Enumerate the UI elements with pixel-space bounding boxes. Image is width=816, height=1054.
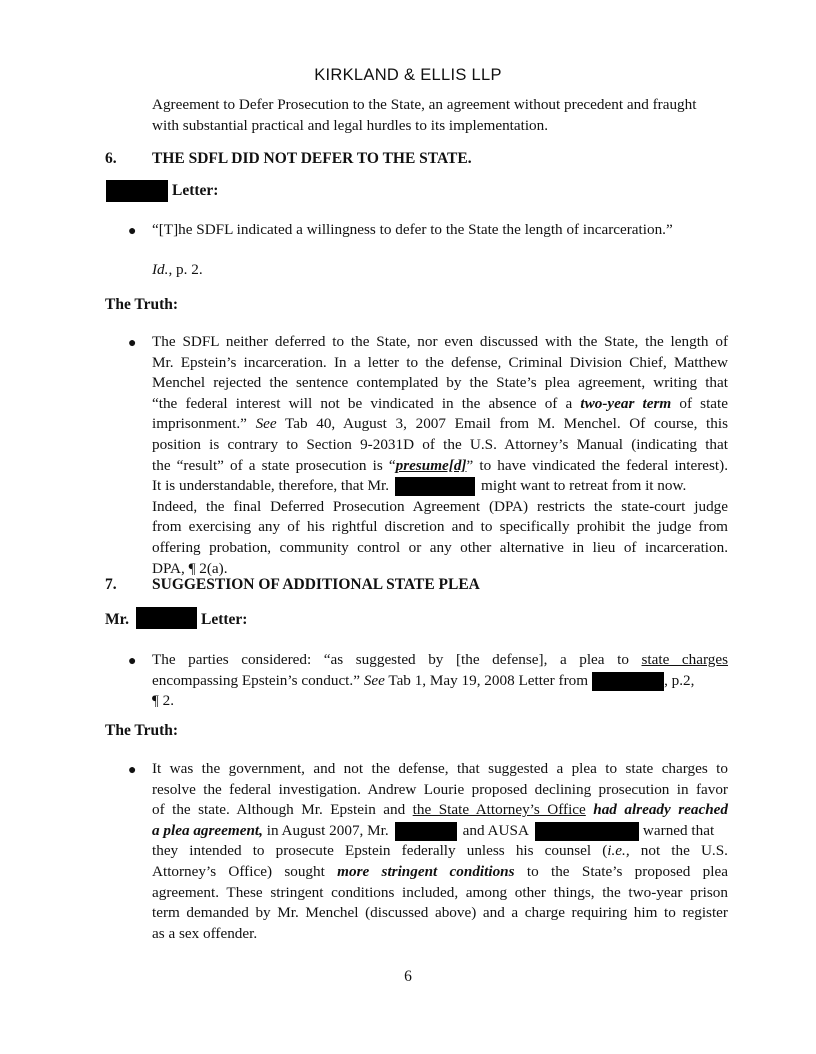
text-run: imprisonment.” (152, 415, 256, 433)
letter-label: Letter: (172, 182, 219, 199)
text-run: the “result” of a state prosecution is “ (152, 456, 396, 474)
section-6-number: 6. (105, 150, 117, 167)
citation-id: Id. (152, 261, 169, 278)
s6-truth-paragraph (152, 332, 728, 579)
paragraph-line: term demanded by Mr. Menchel (discussed above) and a charge requiring him to register (152, 904, 728, 922)
text-run: It is understandable, therefore, that Mr. (152, 477, 390, 495)
underlined-text: the State Attorney’s Office (412, 801, 586, 819)
letter-label: Letter: (201, 611, 248, 628)
s6-citation (152, 260, 203, 281)
paragraph-line (152, 800, 728, 821)
truth-label-6: The Truth: (105, 296, 179, 313)
paragraph-line (152, 394, 728, 415)
text-run: to the State’s proposed plea (514, 862, 728, 880)
paragraph-line: Mr. Epstein’s incarceration. In a letter to the defense, Criminal Division Chief, Matthew (152, 353, 728, 371)
s6-quote: “[T]he SDFL indicated a willingness to defer to the State the length of incarceration.” (152, 221, 673, 238)
text-run: and AUSA (462, 821, 529, 839)
paragraph-line (152, 456, 728, 477)
paragraph-line: position is contrary to Section 9-2031D of the U.S. Attorney’s Manual (indicating that (152, 435, 728, 453)
paragraph-line (152, 476, 728, 497)
text-run: of the state. Although Mr. Epstein and (152, 801, 413, 819)
redaction-block (592, 672, 664, 691)
intro-line: Agreement to Defer Prosecution to the State, an agreement without precedent and fraught (152, 96, 697, 113)
s7-quote-paragraph (152, 650, 728, 712)
paragraph-line: from exercising any of his rightful discretion and to specifically prohibit the judge from (152, 518, 728, 536)
mr-label: Mr. (105, 611, 129, 628)
paragraph-line: Indeed, the final Deferred Prosecution Agreement (DPA) restricts the state-court judge (152, 497, 728, 515)
bullet-icon: ● (128, 763, 137, 778)
intro-line: with substantial practical and legal hurdles to its implementation. (152, 116, 549, 134)
text-run: not the U.S. (629, 842, 728, 860)
paragraph-line: as a sex offender. (152, 924, 258, 942)
firm-letterhead: KIRKLAND & ELLIS LLP (314, 66, 502, 84)
paragraph-line: It was the government, and not the defense, that suggested a plea to state charges to (152, 760, 728, 777)
paragraph-line (152, 821, 728, 842)
emphasis-text: had already reached (585, 801, 729, 819)
text-run: , p.2, (664, 671, 695, 689)
emphasis-text: a plea agreement, (152, 821, 263, 839)
redaction-block (136, 607, 197, 629)
paragraph-line (152, 650, 728, 671)
s7-truth-paragraph (152, 759, 728, 944)
paragraph-line: resolve the federal investigation. Andrew Lourie proposed declining prosecution in favor (152, 780, 728, 798)
underlined-text: state charges (641, 651, 729, 668)
section-7-number: 7. (105, 576, 117, 593)
italic-text: i.e., (607, 842, 630, 860)
bullet-icon: ● (128, 224, 137, 239)
text-run: in August 2007, Mr. (262, 821, 389, 839)
paragraph-line: offering probation, community control or any other alternative in lieu of incarceration. (152, 538, 728, 556)
text-run: might want to retreat from it now. (481, 477, 687, 495)
citation-signal: See (255, 415, 277, 433)
paragraph-line: The SDFL neither deferred to the State, nor even discussed with the State, the length of (152, 333, 728, 350)
emphasis-text: two-year term (580, 394, 672, 412)
text-run: warned that (642, 821, 715, 839)
text-run: Tab 40, August 3, 2007 Email from M. Menchel. Of course, this (276, 415, 728, 433)
paragraph-line: Menchel rejected the sentence contemplated by the State’s plea agreement, writing that (152, 374, 728, 392)
truth-label-7: The Truth: (105, 722, 179, 739)
page-number: 6 (404, 968, 412, 985)
citation-page: , p. 2. (168, 261, 203, 278)
text-run: The parties considered: “as suggested by [the defense], a plea to (152, 651, 642, 668)
redaction-block (106, 180, 168, 202)
paragraph-line (152, 862, 728, 883)
redaction-block (535, 822, 639, 841)
emphasis-text: presume[d] (395, 456, 467, 474)
paragraph-line: DPA, ¶ 2(a). (152, 559, 228, 577)
text-run: “the federal interest will not be vindicated in the absence of a (152, 394, 581, 412)
paragraph-line (152, 671, 728, 692)
text-run: Tab 1, May 19, 2008 Letter from (384, 671, 589, 689)
text-run: they intended to prosecute Epstein federally unless his counsel ( (152, 842, 608, 860)
paragraph-line: ¶ 2. (152, 692, 175, 710)
redaction-block (395, 822, 457, 841)
section-7-title: SUGGESTION OF ADDITIONAL STATE PLEA (152, 576, 480, 593)
text-run: Attorney’s Office) sought (152, 862, 338, 880)
redaction-block (395, 477, 475, 496)
paragraph-line (152, 841, 728, 862)
paragraph-line (152, 414, 728, 435)
text-run: of state (671, 394, 728, 412)
section-6-title: THE SDFL DID NOT DEFER TO THE STATE. (152, 150, 472, 167)
emphasis-text: more stringent conditions (337, 862, 515, 880)
text-run: ” to have vindicated the federal interest). (466, 456, 728, 474)
bullet-icon: ● (128, 654, 137, 669)
citation-signal: See (363, 671, 385, 689)
bullet-icon: ● (128, 336, 137, 351)
text-run: encompassing Epstein’s conduct.” (152, 671, 364, 689)
intro-paragraph (152, 95, 732, 136)
paragraph-line: agreement. These stringent conditions included, among other things, the two-year prison (152, 883, 728, 901)
